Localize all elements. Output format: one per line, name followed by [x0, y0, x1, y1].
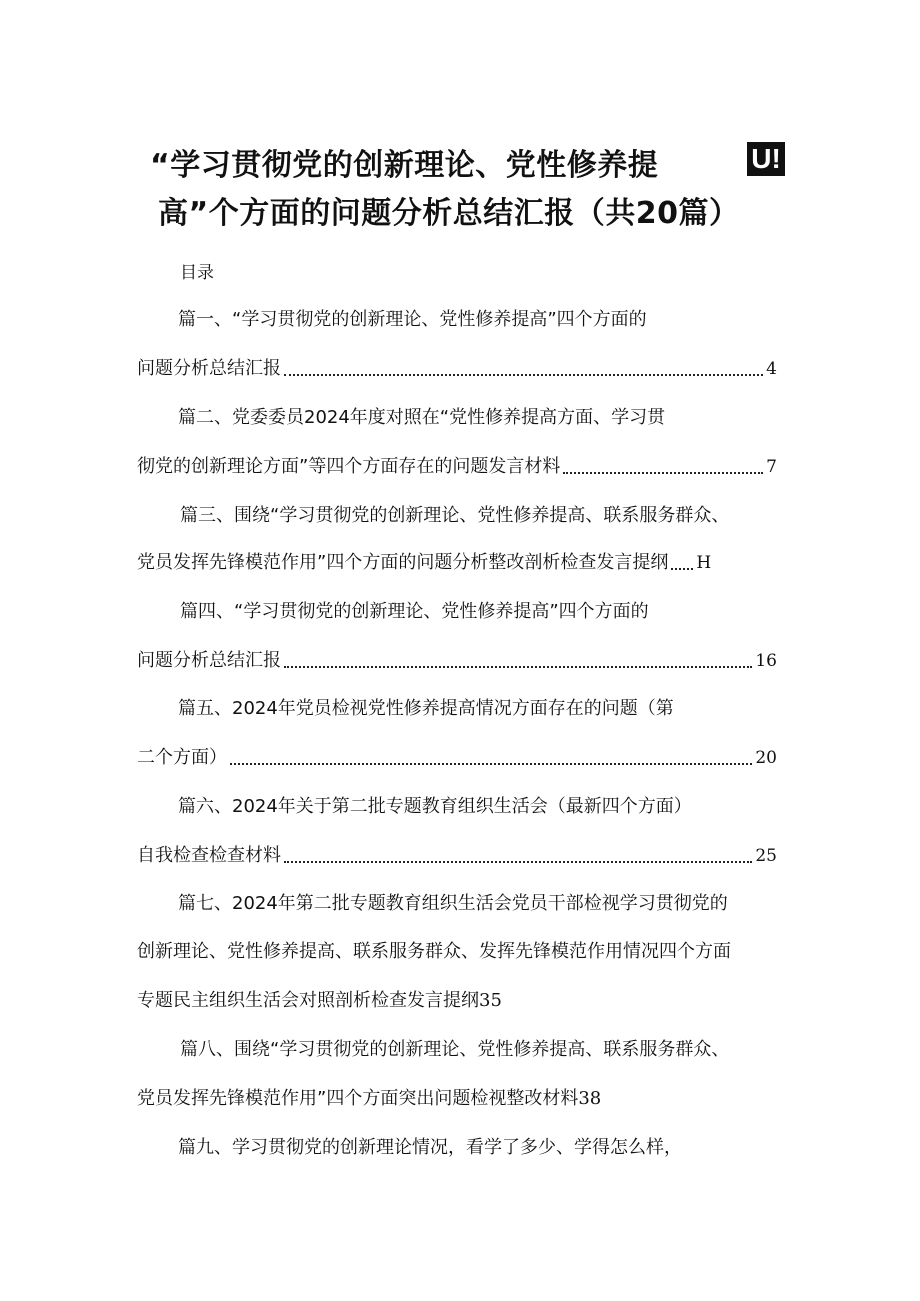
- toc-entry-5-title[interactable]: 篇五、2024年党员检视党性修养提高情况方面存在的问题（第: [178, 698, 674, 719]
- toc-leader-dots: [671, 568, 693, 570]
- toc-entry-8-page: 38: [578, 1088, 602, 1109]
- toc-entry-8-title[interactable]: 篇八、围绕“学习贯彻党的创新理论、党性修养提高、联系服务群众、: [180, 1039, 730, 1060]
- toc-entry-4-page: 16: [755, 651, 777, 671]
- toc-entry-5-title-cont: 二个方面）: [137, 747, 227, 768]
- document-title-line-1: “学习贯彻党的创新理论、党性修养提: [150, 148, 659, 183]
- toc-entry-4-row[interactable]: [137, 649, 777, 673]
- toc-entry-2-title[interactable]: 篇二、党委委员2024年度对照在“党性修养提高方面、学习贯: [178, 407, 666, 428]
- toc-entry-3-title[interactable]: 篇三、围绕“学习贯彻党的创新理论、党性修养提高、联系服务群众、: [180, 505, 730, 526]
- toc-entry-8-row[interactable]: [137, 1087, 601, 1111]
- toc-entry-2-row[interactable]: [137, 455, 777, 479]
- toc-entry-4-title[interactable]: 篇四、“学习贯彻党的创新理论、党性修养提高”四个方面的: [180, 601, 649, 622]
- toc-entry-1-title-cont: 问题分析总结汇报: [137, 358, 281, 379]
- toc-entry-6-title[interactable]: 篇六、2024年关于第二批专题教育组织生活会（最新四个方面）: [178, 796, 692, 817]
- toc-entry-6-page: 25: [755, 846, 777, 866]
- toc-entry-3-title-cont: 党员发挥先锋模范作用”四个方面的问题分析整改剖析检查发言提纲: [137, 552, 669, 573]
- toc-entry-2-title-cont: 彻党的创新理论方面”等四个方面存在的问题发言材料: [137, 456, 561, 477]
- toc-leader-dots: [284, 666, 752, 668]
- toc-entry-2-page: 7: [766, 457, 777, 477]
- toc-entry-1-page: 4: [766, 359, 777, 379]
- toc-entry-1-row[interactable]: [137, 357, 777, 381]
- toc-entry-5-row[interactable]: [137, 746, 777, 770]
- toc-entry-7-page: 35: [479, 990, 502, 1011]
- toc-entry-7-title-cont[interactable]: 创新理论、党性修养提高、联系服务群众、发挥先锋模范作用情况四个方面: [137, 941, 731, 962]
- toc-entry-7-title[interactable]: 篇七、2024年第二批专题教育组织生活会党员干部检视学习贯彻党的: [178, 893, 728, 914]
- toc-leader-dots: [563, 472, 763, 474]
- document-title-line-2: 高”个方面的问题分析总结汇报（共20篇）: [158, 196, 740, 231]
- toc-entry-3-row[interactable]: [137, 551, 777, 575]
- title-stamp-mark: U!: [747, 142, 785, 176]
- toc-entry-6-title-cont: 自我检查检查材料: [137, 845, 281, 866]
- toc-entry-5-page: 20: [755, 748, 777, 768]
- toc-entry-9-title[interactable]: 篇九、学习贯彻党的创新理论情况，看学了多少、学得怎么样，: [178, 1137, 682, 1158]
- toc-leader-dots: [284, 374, 763, 376]
- toc-entry-7-row[interactable]: [137, 989, 502, 1013]
- toc-entry-7-title-end: 专题民主组织生活会对照剖析检查发言提纲: [137, 990, 479, 1011]
- toc-entry-6-row[interactable]: [137, 844, 777, 868]
- toc-leader-dots: [230, 763, 752, 765]
- toc-entry-3-page: H: [696, 553, 712, 573]
- toc-leader-dots: [284, 861, 752, 863]
- toc-entry-1-title[interactable]: 篇一、“学习贯彻党的创新理论、党性修养提高”四个方面的: [178, 309, 647, 330]
- toc-heading: 目录: [180, 263, 214, 283]
- toc-entry-8-title-cont: 党员发挥先锋模范作用”四个方面突出问题检视整改材料: [137, 1088, 579, 1109]
- toc-entry-4-title-cont: 问题分析总结汇报: [137, 650, 281, 671]
